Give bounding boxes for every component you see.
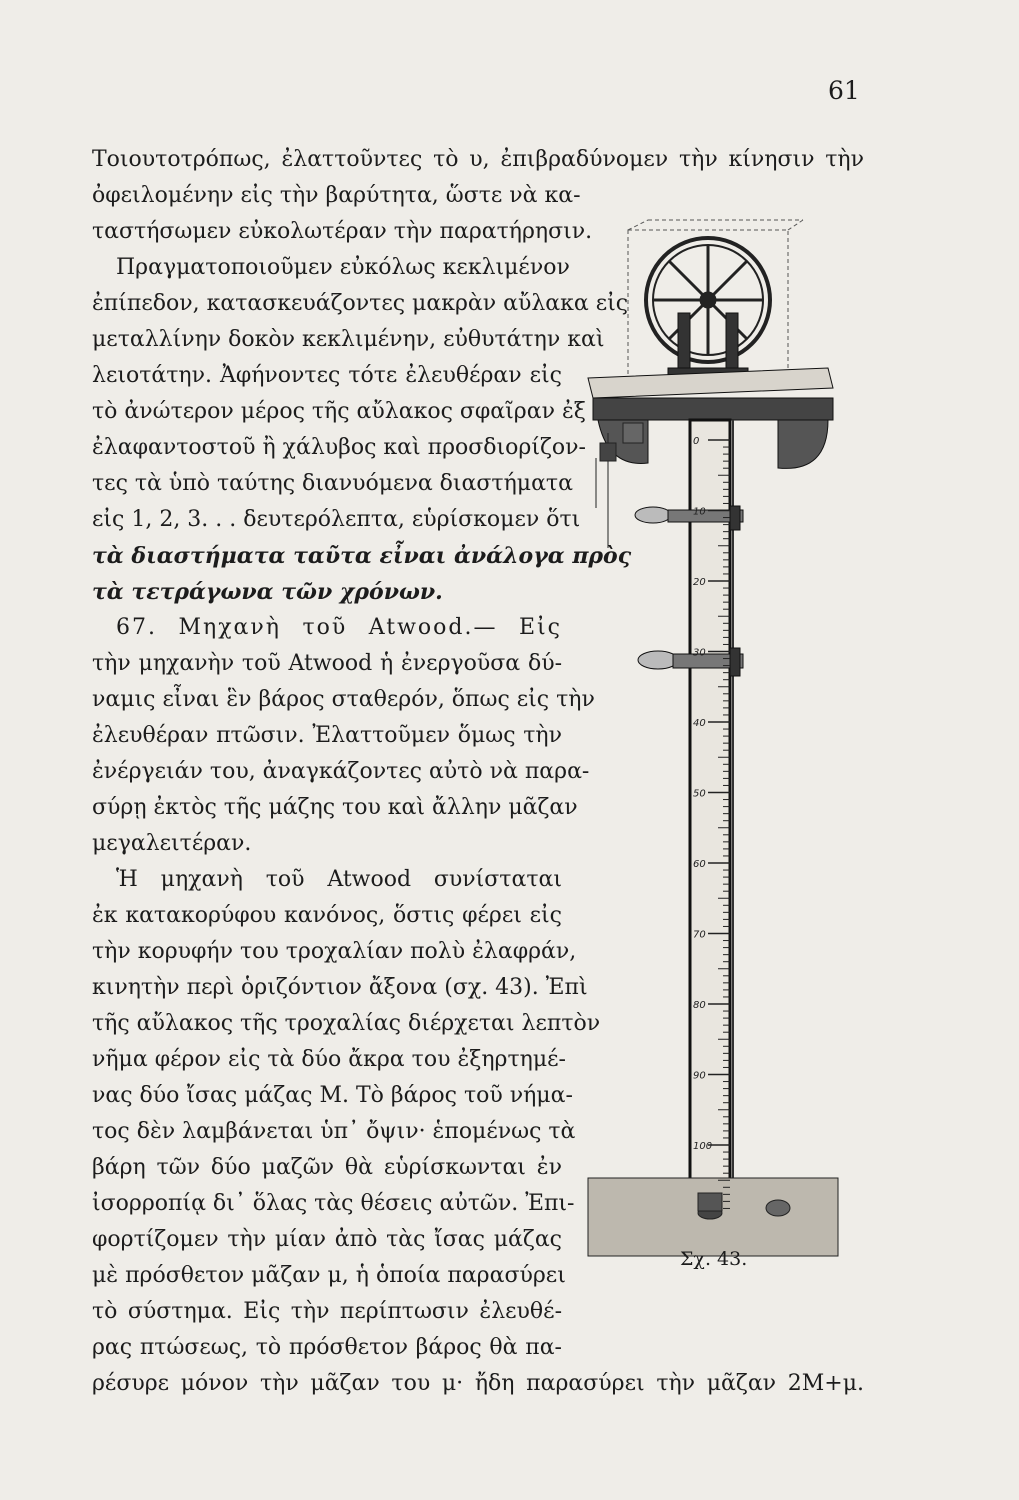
text-line: σύρῃ ἐκτὸς τῆς μάζης του καὶ ἄλλην μᾶζαν [92,795,578,820]
text-line: ρας πτώσεως, τὸ πρόσθετον βάρος θὰ πα- [92,1335,562,1360]
text-line: ἐπίπεδον, κατασκευάζοντες μακρὰν αὔλακα εἰς [92,291,629,316]
text-line: τῆς αὔλακος τῆς τροχαλίας διέρχεται λεπτὸν [92,1011,601,1036]
scale-label: 90 [693,1070,706,1082]
text-line: ἰσορροπίᾳ δι᾿ ὅλας τὰς θέσεις αὐτῶν. Ἐπι- [92,1191,575,1216]
text-line: ἐνέργειάν του, ἀναγκάζοντες αὐτὸ νὰ παρα- [92,759,590,784]
text-line: Ἡ μηχανὴ τοῦ Atwood συνίσταται [116,867,562,892]
text-line: μὲ πρόσθετον μᾶζαν μ, ἡ ὁποία παρασύρει [92,1263,566,1288]
text-line: κινητὴν περὶ ὁριζόντιον ἄξονα (σχ. 43). Ἐπὶ [92,975,588,1000]
figure-caption: Σχ. 43. [680,1248,748,1270]
atwood-machine-figure [578,218,868,1298]
text-line: ἐλευθέραν πτῶσιν. Ἐλαττοῦμεν ὅμως τὴν [92,723,562,748]
scale-label: 50 [693,788,706,800]
text-line: ρέσυρε μόνον τὴν μᾶζαν του μ· ἤδη παρασύρει τὴν μᾶζαν 2M+μ. [92,1371,864,1396]
scale-label: 0 [693,436,700,447]
text-line: μεταλλίνην δοκὸν κεκλιμένην, εὐθυτάτην καὶ [92,327,605,352]
text-line: τὴν μηχανὴν τοῦ Atwood ἡ ἐνεργοῦσα δύ- [92,651,562,676]
text-line-emphasis: τὰ διαστήματα ταῦτα εἶναι ἀνάλογα πρὸς [92,543,632,569]
scale-label: 70 [693,929,706,941]
text-line: βάρη τῶν δύο μαζῶν θὰ εὑρίσκωνται ἐν [92,1155,562,1180]
text-line: τὸ σύστημα. Εἰς τὴν περίπτωσιν ἐλευθέ- [92,1299,562,1324]
text-line: Πραγματοποιοῦμεν εὐκόλως κεκλιμένον [116,255,570,280]
text-line: ταστήσωμεν εὐκολωτέραν τὴν παρατήρησιν. [92,219,593,244]
text-line-emphasis: τὰ τετράγωνα τῶν χρόνων. [92,579,443,605]
page-number: 61 [828,76,860,105]
scale-label: 80 [693,1000,706,1011]
text-line: λειοτάτην. Ἀφήνοντες τότε ἐλευθέραν εἰς [92,363,562,388]
text-line: τες τὰ ὑπὸ ταύτης διανυόμενα διαστήματα [92,471,573,496]
pulley-wheel [646,238,770,362]
text-line: μεγαλειτέραν. [92,831,252,856]
text-line: ὀφειλομένην εἰς τὴν βαρύτητα, ὥστε νὰ κα- [92,183,581,208]
scale-label: 100 [693,1141,713,1152]
text-line: τὸ ἀνώτερον μέρος τῆς αὔλακος σφαῖραν ἐξ [92,399,586,424]
text-line: φορτίζομεν τὴν μίαν ἀπὸ τὰς ἴσας μάζας [92,1227,562,1252]
text-line: τος δὲν λαμβάνεται ὑπ᾿ ὄψιν· ἑπομένως τὰ [92,1119,576,1144]
text-line: εἰς 1, 2, 3. . . δευτερόλεπτα, εὑρίσκομεν ὅτι [92,507,581,532]
section-heading: 67. Μηχανὴ τοῦ Atwood.— Εἰς [116,615,562,640]
text-line: ἐλαφαντοστοῦ ἢ χάλυβος καὶ προσδιορίζον- [92,435,586,460]
scale-label: 60 [693,859,706,870]
scale-label: 10 [693,506,706,518]
text-line: τὴν κορυφήν του τροχαλίαν πολὺ ἐλαφράν, [92,939,577,964]
text-line: Τοιουτοτρόπως, ἐλαττοῦντες τὸ υ, ἐπιβραδύνομεν τὴν κίνησιν τὴν [92,147,864,172]
text-line: ἐκ κατακορύφου κανόνος, ὅστις φέρει εἰς [92,903,562,928]
text-line: νῆμα φέρον εἰς τὰ δύο ἄκρα του ἐξηρτημέ- [92,1047,566,1072]
text-line: νας δύο ἴσας μάζας M. Τὸ βάρος τοῦ νήμα- [92,1083,573,1108]
text-line: ναμις εἶναι ἓν βάρος σταθερόν, ὅπως εἰς τὴν [92,687,595,712]
scale-label: 30 [693,647,706,659]
base [588,1178,838,1256]
scale-label: 40 [693,718,706,729]
scale-label: 20 [693,577,706,588]
